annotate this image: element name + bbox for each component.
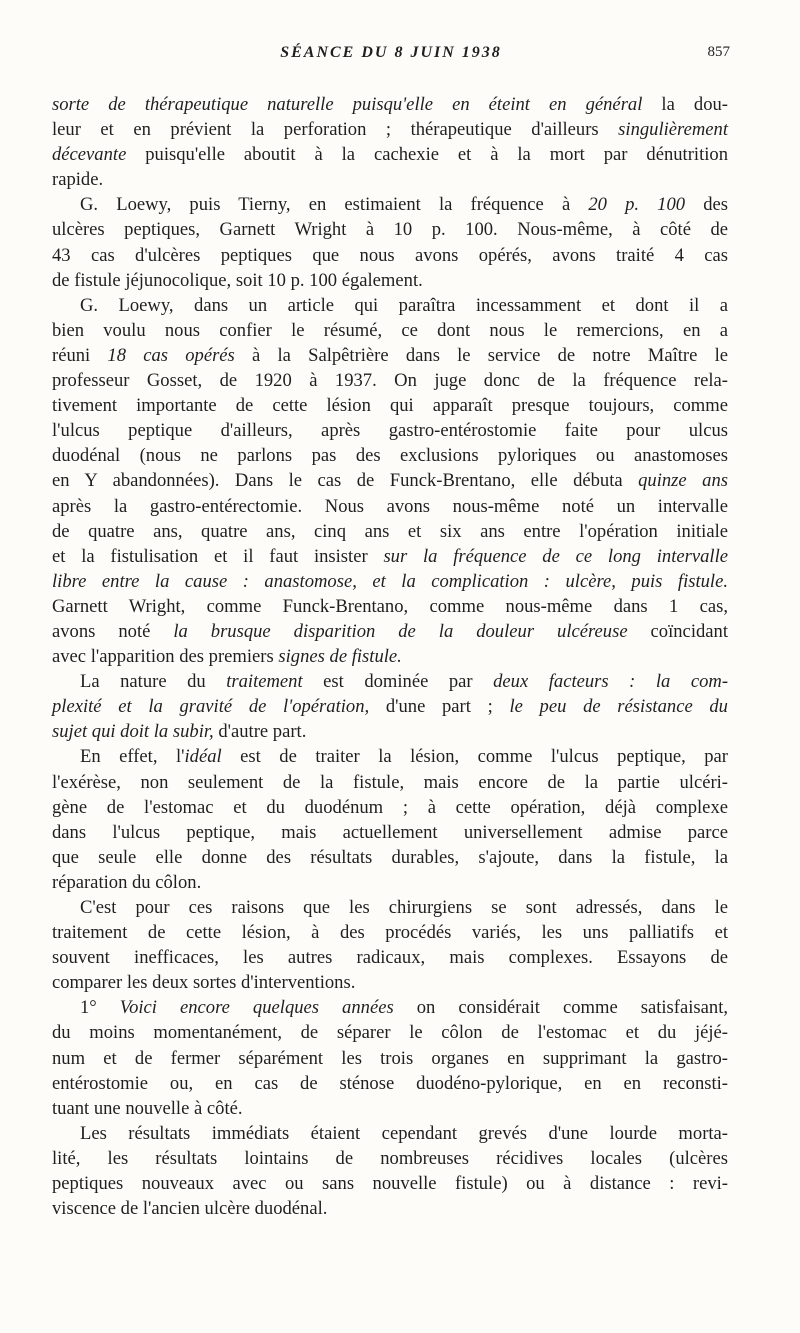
text-line	[52, 644, 728, 669]
text-line	[52, 117, 728, 142]
text-run: en Y abandonnées). Dans le cas de Funck-Brentano, elle débuta	[52, 470, 639, 492]
italic-text: idéal	[184, 746, 222, 768]
text-run: d'autre part.	[213, 721, 307, 743]
text-line	[52, 1171, 728, 1196]
text-line	[52, 368, 728, 393]
text-run: réparation du côlon.	[52, 871, 202, 893]
text-run: viscence de l'ancien ulcère duodénal.	[52, 1198, 328, 1220]
italic-text: la brusque disparition de la douleur ulcéreuse	[173, 620, 628, 642]
text-line	[52, 1146, 728, 1171]
text-run: l'exérèse, non seulement de la fistule, mais encore de la partie ulcéri-	[52, 771, 728, 793]
text-line	[52, 970, 728, 995]
text-line	[52, 694, 728, 719]
text-line	[52, 594, 728, 619]
text-line	[52, 619, 728, 644]
text-line	[52, 393, 728, 418]
text-run: lité, les résultats lointains de nombreuses récidives locales (ulcères	[52, 1147, 728, 1169]
text-line	[52, 519, 728, 544]
text-run: gène de l'estomac et du duodénum ; à cette opération, déjà complexe	[52, 796, 728, 818]
text-line	[52, 1046, 728, 1071]
text-run: on considérait comme satisfaisant,	[393, 997, 729, 1019]
text-line	[52, 544, 728, 569]
text-line	[52, 468, 728, 493]
text-line	[52, 92, 728, 117]
text-line	[52, 142, 728, 167]
page-number: 857	[707, 44, 730, 60]
text-run: après la gastro-entérectomie. Nous avons nous-même noté un intervalle	[52, 495, 728, 517]
text-run: et la fistulisation et il faut insister	[52, 545, 384, 567]
text-run: leur et en prévient la perforation ; thérapeutique d'ailleurs	[52, 119, 619, 141]
italic-text: deux facteurs : la com-	[493, 671, 729, 693]
italic-text: décevante	[52, 144, 127, 166]
text-run: G. Loewy, puis Tierny, en estimaient la fréquence à	[80, 194, 589, 216]
italic-text: Voici encore quelques années	[119, 997, 394, 1019]
text-run: est de traiter la lésion, comme l'ulcus peptique, par	[221, 746, 728, 768]
italic-text: 20 p. 100	[588, 194, 686, 216]
text-line	[52, 895, 728, 920]
text-run: souvent inefficaces, les autres radicaux, mais complexes. Essayons de	[52, 947, 728, 969]
text-line	[52, 494, 728, 519]
text-run: puisqu'elle aboutit à la cachexie et à la mort par dénutrition	[126, 144, 728, 166]
text-run: tuant une nouvelle à côté.	[52, 1097, 243, 1119]
text-line	[52, 1096, 728, 1121]
text-line	[52, 343, 728, 368]
text-line	[52, 920, 728, 945]
text-run: 1°	[80, 997, 120, 1019]
text-run: traitement de cette lésion, à des procédés variés, les uns palliatifs et	[52, 922, 728, 944]
text-run: C'est pour ces raisons que les chirurgiens se sont adressés, dans le	[80, 897, 728, 918]
italic-text: signes de fistule.	[278, 646, 402, 668]
text-line	[52, 192, 728, 217]
text-run: à la Salpêtrière dans le service de notre Maître le	[234, 344, 728, 366]
italic-text: le peu de résistance du	[509, 696, 728, 718]
text-run: G. Loewy, dans un article qui paraîtra incessamment et dont il a	[80, 294, 728, 316]
text-line	[52, 669, 728, 694]
text-line	[52, 1071, 728, 1096]
text-run: des	[685, 194, 729, 216]
text-line	[52, 268, 728, 293]
text-run: peptiques nouveaux avec ou sans nouvelle fistule) ou à distance : revi-	[52, 1173, 728, 1195]
text-line	[52, 719, 728, 744]
text-run: entérostomie ou, en cas de sténose duodéno-pylorique, en en reconsti-	[52, 1072, 728, 1094]
text-line	[52, 945, 728, 970]
italic-text: libre entre la cause : anastomose, et la complication : ulcère, puis fistule.	[52, 570, 728, 592]
text-run: professeur Gosset, de 1920 à 1937. On juge donc de la fréquence rela-	[52, 370, 728, 392]
text-run: dans l'ulcus peptique, mais actuellement universellement admise parce	[52, 821, 728, 843]
text-run: de quatre ans, quatre ans, cinq ans et six ans entre l'opération initiale	[52, 520, 728, 542]
text-run: coïncidant	[627, 620, 728, 642]
text-run: du moins momentanément, de séparer le côlon de l'estomac et du jéjé-	[52, 1022, 728, 1044]
italic-text: 18 cas opérés	[107, 344, 235, 366]
italic-text: sorte de thérapeutique naturelle puisqu'elle en éteint en général	[52, 94, 643, 115]
text-line	[52, 1020, 728, 1045]
text-run: num et de fermer séparément les trois organes en supprimant la gastro-	[52, 1047, 728, 1069]
text-run: avons noté	[52, 620, 174, 642]
italic-text: sur la fréquence de ce long intervalle	[383, 545, 728, 567]
text-line	[52, 770, 728, 795]
text-line	[52, 569, 728, 594]
text-run: est dominée par	[302, 671, 494, 693]
text-run: l'ulcus peptique d'ailleurs, après gastro-entérostomie faite pour ulcus	[52, 420, 728, 442]
text-line	[52, 1196, 728, 1221]
text-line	[52, 995, 728, 1020]
text-run: ulcères peptiques, Garnett Wright à 10 p. 100. Nous-même, à côté de	[52, 219, 728, 241]
text-line	[52, 318, 728, 343]
text-line	[52, 795, 728, 820]
text-run: La nature du	[80, 671, 227, 693]
text-run: la dou-	[642, 94, 728, 115]
text-line	[52, 418, 728, 443]
text-run: duodénal (nous ne parlons pas des exclusions pyloriques ou anastomoses	[52, 445, 728, 467]
text-run: d'une part ;	[369, 696, 510, 718]
text-run: que seule elle donne des résultats durables, s'ajoute, dans la fistule, la	[52, 846, 728, 868]
italic-text: quinze ans	[638, 470, 728, 492]
text-run: bien voulu nous confier le résumé, ce dont nous le remercions, en a	[52, 319, 728, 341]
text-line	[52, 243, 728, 268]
text-line	[52, 1121, 728, 1146]
italic-text: traitement	[226, 671, 303, 693]
text-line	[52, 167, 728, 192]
text-line	[52, 845, 728, 870]
text-run: Garnett Wright, comme Funck-Brentano, comme nous-même dans 1 cas,	[52, 595, 728, 617]
body-text	[52, 92, 728, 1221]
italic-text: singulièrement	[618, 119, 728, 141]
italic-text: plexité et la gravité de l'opération,	[52, 696, 370, 718]
text-run: comparer les deux sortes d'interventions.	[52, 972, 356, 994]
text-run: réuni	[52, 344, 108, 366]
text-line	[52, 293, 728, 318]
text-run: rapide.	[52, 169, 104, 191]
text-run: avec l'apparition des premiers	[52, 646, 279, 668]
text-run: 43 cas d'ulcères peptiques que nous avons opérés, avons traité 4 cas	[52, 244, 728, 266]
text-line	[52, 744, 728, 769]
text-line	[52, 443, 728, 468]
text-line	[52, 820, 728, 845]
text-run: de fistule jéjunocolique, soit 10 p. 100 également.	[52, 269, 423, 291]
text-run: En effet, l'	[80, 746, 185, 768]
text-line	[52, 217, 728, 242]
running-header	[52, 44, 730, 72]
text-line	[52, 870, 728, 895]
text-run: tivement importante de cette lésion qui apparaît presque toujours, comme	[52, 395, 728, 417]
text-run: Les résultats immédiats étaient cependant grevés d'une lourde morta-	[80, 1122, 728, 1144]
header-title: SÉANCE DU 8 JUIN 1938	[280, 44, 502, 61]
italic-text: sujet qui doit la subir,	[52, 721, 214, 743]
